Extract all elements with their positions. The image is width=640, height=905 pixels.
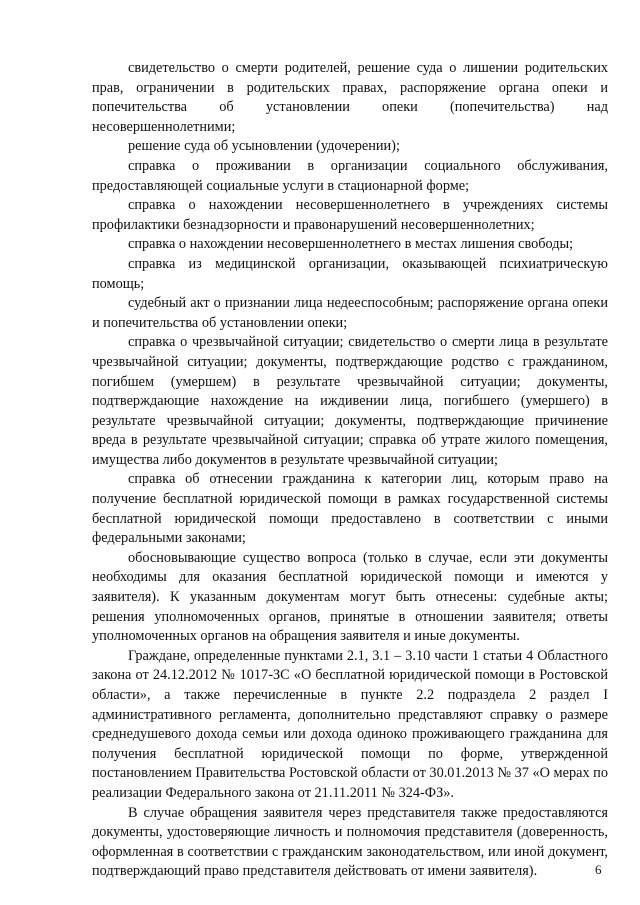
paragraph-representative: В случае обращения заявителя через представителя также предоставляются документы, удостоверяющие личность и полномочия представителя (доверенность, оформленная в соответствии с гражданским законодательством, или иной документ, подтверждающий право представителя действовать от имени заявителя). <box>92 804 608 880</box>
paragraph-detention-certificate: справка о нахождении несовершеннолетнего в местах лишения свободы; <box>128 236 574 253</box>
paragraph-prevention-system-certificate: справка о нахождении несовершеннолетнего в учреждениях системы профилактики безнадзорности и правонарушений несовершеннолетних; <box>92 197 608 233</box>
paragraph-psychiatric-certificate: справка из медицинской организации, оказывающей психиатрическую помощь; <box>92 255 608 292</box>
paragraph-supporting-documents: обосновывающие существо вопроса (только в случае, если эти документы необходимы для оказания бесплатной юридической помощи и имеются у заявителя). К указанным документам могут быть отнесены: судебные акты; решения уполномоченных органов, принятые в отношении заявителя; ответы уполномоченных органов на обращения заявителя и иные документы. <box>92 549 608 645</box>
paragraph-emergency-documents: справка о чрезвычайной ситуации; свидетельство о смерти лица в результате чрезвычайной ситуации; документы, подтверждающие родство с гражданином, погибшем (умершем) в результате чрезвычайной ситуации; документы, подтверждающие нахождение на иждивении лица, погибшего (умершего) в результате чрезвычайной ситуации; документы, подтверждающие причинение вреда в результате чрезвычайной ситуации; справка об утрате жилого помещения, имущества либо документов в результате чрезвычайной ситуации; <box>92 334 608 468</box>
paragraph-adoption-decision: решение суда об усыновлении (удочерении); <box>128 138 400 155</box>
paragraph-federal-category-certificate: справка об отнесении гражданина к категории лиц, которым право на получение бесплатной юридической помощи в рамках государственной системы бесплатной юридической помощи предоставлено в соответствии с иными федеральными законами; <box>92 471 608 547</box>
paragraph-incapacity-act: судебный акт о признании лица недееспособным; распоряжение органа опеки и попечительства об установлении опеки; <box>92 295 608 331</box>
page-number: 6 <box>595 862 602 877</box>
paragraph-income-certificate: Граждане, определенные пунктами 2.1, 3.1 – 3.10 части 1 статьи 4 Областного закона от 24.12.2012 № 1017-ЗС «О бесплатной юридической помощи в Ростовской области», а также перечисленные в пункте 2.2 подраздела 2 раздел I административного регламента, дополнительно представляют справку о размере среднедушевого дохода семьи или дохода одиноко проживающего гражданина для получения бесплатной юридической помощи по форме, утвержденной постановлением Правительства Ростовской области от 30.01.2013 № 37 «О мерах по реализации Федерального закона от 21.11.2011 № 324-ФЗ». <box>92 647 608 801</box>
document-body <box>92 59 608 882</box>
paragraph-orphan-documents: свидетельство о смерти родителей, решение суда о лишении родительских прав, ограничении в родительских правах, распоряжение органа опеки и попечительства об установлении опеки (попечительства) над несовершеннолетними; <box>92 60 608 135</box>
paragraph-social-care-certificate: справка о проживании в организации социального обслуживания, предоставляющей социальные услуги в стационарной форме; <box>92 157 608 194</box>
